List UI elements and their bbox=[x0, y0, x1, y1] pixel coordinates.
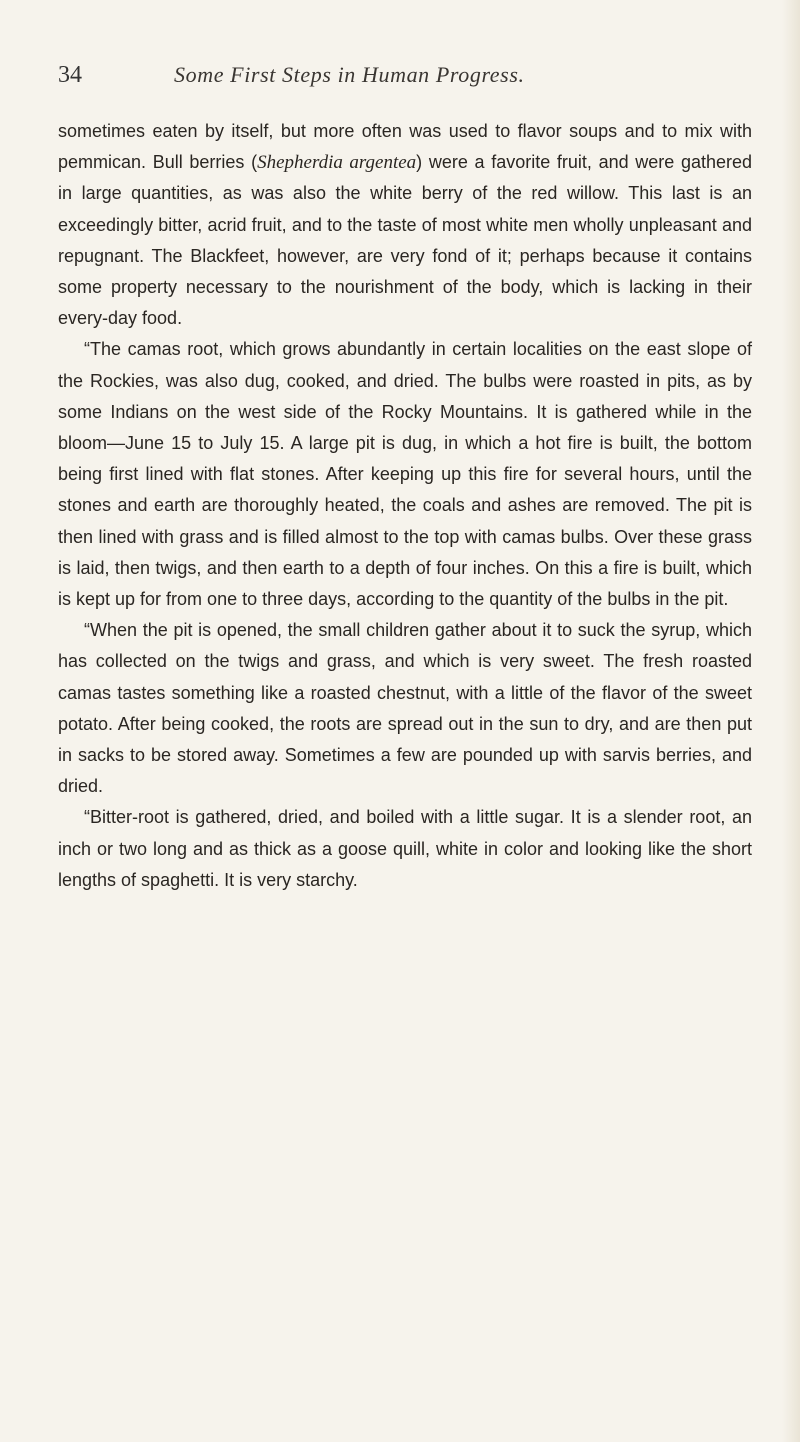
page-number: 34 bbox=[58, 62, 82, 88]
paragraph-2: “The camas root, which grows abundantly in certain localities on the east slope of the Rockies, was also dug, cooked, and dried. The bulbs were roasted in pits, as by some Indians on the west side of the Rocky Mountains. It is gathered while in the bloom—June 15 to July 15. A large pit is dug, in which a hot fire is built, the bottom being first lined with flat stones. After keeping up this fire for several hours, until the stones and earth are thoroughly heated, the coals and ashes are removed. The pit is then lined with grass and is filled almost to the top with camas bulbs. Over these grass is laid, then twigs, and then earth to a depth of four inches. On this a fire is built, which is kept up for from one to three days, according to the quantity of the bulbs in the pit. bbox=[58, 339, 752, 610]
page-edge-shadow bbox=[782, 0, 800, 1442]
running-head bbox=[58, 56, 758, 96]
paragraph-4: “Bitter-root is gathered, dried, and boiled with a little sugar. It is a slender root, an inch or two long and as thick as a goose quill, white in color and looking like the short lengths of spaghetti. It is very starchy. bbox=[58, 807, 752, 890]
paragraph-1-tail: ) were a favorite fruit, and were gathered in large quantities, as was also the white berry of the red willow. This last is an exceedingly bitter, acrid fruit, and to the taste of most white men wholly unpleasant and repugnant. The Blackfeet, however, are very fond of it; perhaps because it contains some property necessary to the nourishment of the body, which is lacking in their every-day food. bbox=[58, 152, 753, 329]
paragraph-1 bbox=[58, 116, 752, 334]
species-name-italic: Shepherdia argentea bbox=[257, 152, 417, 174]
body-text bbox=[58, 116, 752, 896]
paragraph-3: “When the pit is opened, the small children gather about it to suck the syrup, which has collected on the twigs and grass, and which is very sweet. The fresh roasted camas tastes something like a roasted chestnut, with a little of the flavor of the sweet potato. After being cooked, the roots are spread out in the sun to dry, and are then put in sacks to be stored away. Sometimes a few are pounded up with sarvis berries, and dried. bbox=[58, 620, 752, 797]
paragraph-1-lead: sometimes eaten by itself, but more often was used to flavor soups and to mix with pemmican. Bull berries ( bbox=[58, 121, 752, 173]
running-title: Some First Steps in Human Progress. bbox=[174, 62, 525, 87]
